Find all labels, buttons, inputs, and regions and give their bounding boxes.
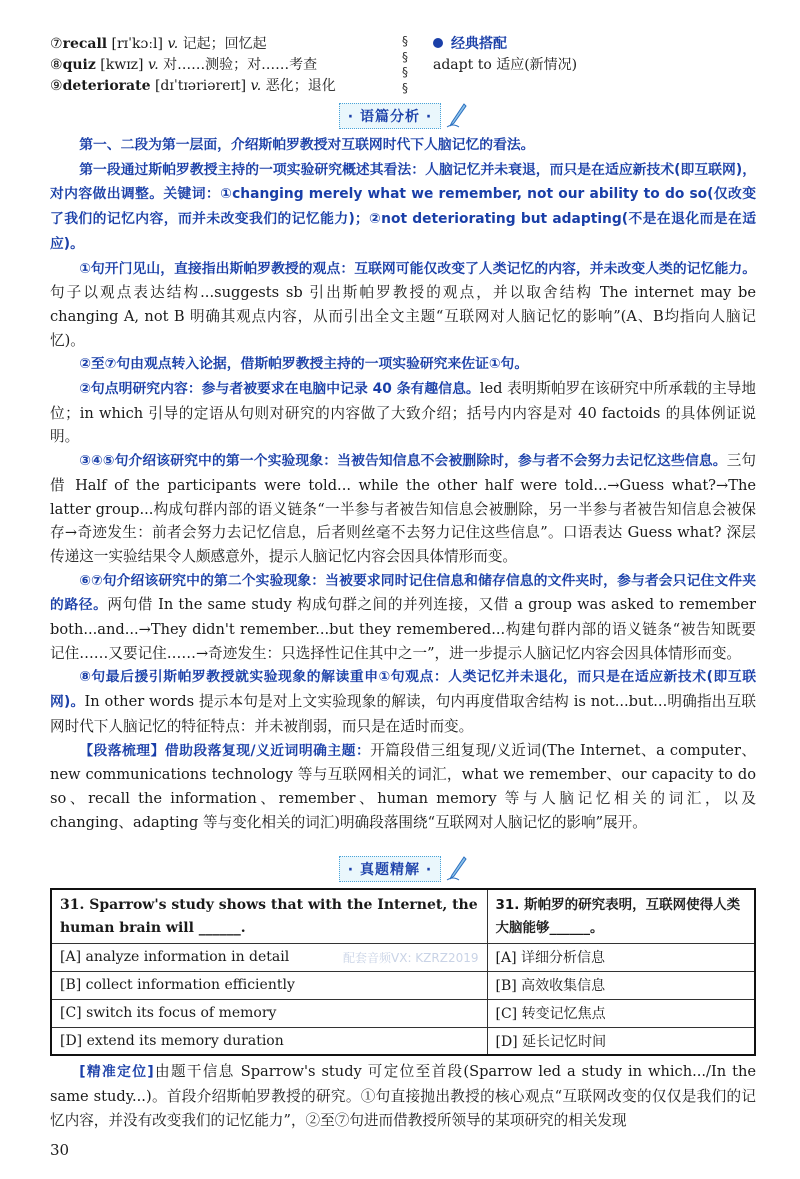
option-en: [A] analyze information in detail: [60, 949, 290, 966]
explanation-text: 开篇段借三组复现/义近词(The Internet、a computer、new communications technology 等与互联网相关的词汇，what we remember、our capacity to do so、recall the information、remember、human memory 等与人脑记忆相关的词汇，以及 changing、adapting 等与变化相关的词汇)明确段落围绕“互联网对人脑记忆的影响”展开。: [50, 741, 756, 831]
vocab-pos: v.: [167, 36, 179, 52]
explanation-text: 句子以观点表达结构...suggests sb 引出斯帕罗教授的观点，并以取舍结构 The internet may be changing A, not B 明确其观点内容，从而引出全文主题“互联网对人脑记忆的影响”(A、B均指向人脑记忆)。: [50, 284, 756, 349]
vocab-number: ⑨: [50, 78, 63, 94]
explanation-text: led 表明斯帕罗在该研究中所承载的主导地位；in which 引导的定语从句则对研究的内容做了大致介绍；括号内内容是对 40 factoids 的具体例证说明。: [50, 380, 756, 446]
paragraph: [50, 449, 756, 569]
vocab-meaning: 恶化；退化: [265, 78, 336, 94]
section-title: · 语篇分析 ·: [339, 103, 441, 129]
vocab-word: recall: [62, 36, 108, 52]
section-header-questions: [50, 854, 756, 884]
collocation-box: [415, 34, 577, 97]
pen-icon: [445, 856, 467, 882]
option-row: [51, 1027, 755, 1055]
option-zh: [D] 延长记忆时间: [487, 1027, 755, 1055]
collocation-heading: 经典搭配: [451, 36, 507, 52]
option-en: [C] switch its focus of memory: [51, 999, 487, 1027]
key-sentence: ①句开门见山，直接指出斯帕罗教授的观点：互联网可能仅改变了人类记忆的内容，并未改变人类的记忆能力。: [79, 260, 756, 277]
vocab-phonetic: [dɪˈtɪəriəreɪt]: [154, 78, 247, 94]
key-sentence: ②至⑦句由观点转入论据，借斯帕罗教授主持的一项实验研究来佐证①句。: [79, 356, 529, 373]
paragraph: [50, 377, 756, 449]
key-sentence: 【段落梳理】借助段落复现/义近词明确主题：: [79, 742, 371, 759]
vocab-pos: v.: [147, 57, 159, 73]
vocab-meaning: 记起；回忆起: [182, 36, 267, 52]
key-sentence: 第一段通过斯帕罗教授主持的一项实验研究概述其看法：人脑记忆并未衰退，而只是在适应新技术(即互联网)，对内容做出调整。关键词：①changing merely what we remember, not our ability to do so(仅改变了我们的记忆内容，而并未改变我们的记忆能力)；②not deteriorating but adapting(不是在退化而是在适应)。: [50, 161, 756, 252]
page-content: [50, 0, 756, 1179]
key-sentence: ②句点明研究内容：参与者被要求在电脑中记录 40 条有趣信息。: [79, 381, 480, 398]
key-sentence: ⑧句最后援引斯帕罗教授就实验现象的解读重申①句观点：人类记忆并未退化，而只是在适应新技术(即互联网)。: [50, 669, 756, 711]
option-row: [51, 971, 755, 999]
vocab-item: [50, 55, 395, 76]
vocab-meaning: 对……测验；对……考查: [163, 57, 318, 73]
paragraph: [50, 739, 756, 835]
option-row: [51, 999, 755, 1027]
bullet-icon: [433, 38, 443, 48]
explanation-text: 三句借 Half of the participants were told... while the other half were told...→Guess what?→The latter group...构成句群内部的语义链条“一半参与者被告知信息会被删除，另一半参与者被告知信息会被保存→奇迹发生：前者会努力去记忆信息，后者则丝毫不去努力记住这些信息”。口语表达 Guess what? 深层传递这一实验结果令人颇感意外，提示人脑记忆内容会因具体情形而变。: [50, 452, 756, 565]
section-header-analysis: [50, 101, 756, 131]
question-table: [50, 888, 756, 1056]
explanation-text: 两句借 In the same study 构成句群之间的并列连接，又借 a group was asked to remember both...and...→They didn't remember...but they remembered...构建句群内部的语义链条“被告知既要记住……又要记住……→奇迹发生：只选择性记住其中之一”，进一步提示人脑记忆内容会因具体情形而变。: [50, 596, 756, 662]
analysis-paragraphs: [50, 133, 756, 834]
wavy-divider: § § § §: [402, 34, 408, 95]
vocab-number: ⑦: [50, 36, 63, 52]
explanation-text: In other words 提示本句是对上文实验现象的解读，句内再度借取舍结构 is not...but...明确指出互联网时代下人脑记忆的特征特点：并未被削弱，而只是在适时而变。: [50, 693, 756, 735]
vocab-section: [50, 34, 756, 97]
option-zh: [C] 转变记忆焦点: [487, 999, 755, 1027]
watermark: 配套音频VX: KZRZ2019: [343, 950, 479, 965]
vocab-phonetic: [rɪˈkɔːl]: [111, 36, 163, 52]
section-title: · 真题精解 ·: [339, 856, 441, 882]
option-zh: [A] 详细分析信息: [487, 943, 755, 971]
vocab-number: ⑧: [50, 57, 63, 73]
vocab-item: [50, 34, 395, 55]
vocab-word: deteriorate: [62, 78, 151, 94]
paragraph: [50, 257, 756, 353]
collocation-item: adapt to 适应(新情况): [433, 57, 578, 73]
vocab-list: [50, 34, 395, 97]
paragraph: [50, 665, 756, 738]
option-row: [51, 943, 755, 971]
key-sentence: ⑥⑦句介绍该研究中的第二个实验现象：当被要求同时记住信息和储存信息的文件夹时，参与者会只记住文件夹的路径。: [50, 572, 756, 614]
paragraph: [50, 352, 756, 377]
vocab-phonetic: [kwɪz]: [100, 57, 144, 73]
paragraph: [50, 569, 756, 666]
option-en: [B] collect information efficiently: [51, 971, 487, 999]
option-en: [D] extend its memory duration: [51, 1027, 487, 1055]
analysis-label: [精准定位]: [79, 1064, 154, 1081]
vocab-pos: v.: [250, 78, 262, 94]
answer-analysis: [50, 1060, 756, 1132]
vocab-item: [50, 76, 395, 97]
option-cell: [51, 943, 487, 971]
analysis-text: 由题干信息 Sparrow's study 可定位至首段(Sparrow led a study in which.../In the same study...)。首段介绍斯帕罗教授的研究。①句直接抛出教授的核心观点“互联网改变的仅仅是我们的记忆内容，并没有改变我们的记忆能力”，②至⑦句进而借教授所领导的某项研究的相关发现: [50, 1063, 756, 1129]
vocab-word: quiz: [62, 57, 96, 73]
paragraph: [50, 133, 756, 158]
option-zh: [B] 高效收集信息: [487, 971, 755, 999]
pen-icon: [445, 103, 467, 129]
paragraph: [50, 158, 756, 257]
key-sentence: ③④⑤句介绍该研究中的第一个实验现象：当被告知信息不会被删除时，参与者不会努力去记忆这些信息。: [79, 453, 727, 470]
key-sentence: 第一、二段为第一层面，介绍斯帕罗教授对互联网时代下人脑记忆的看法。: [79, 137, 535, 153]
question-zh: 31. 斯帕罗的研究表明，互联网使得人类大脑能够______。: [487, 889, 755, 943]
question-en: 31. Sparrow's study shows that with the Internet, the human brain will ______.: [51, 889, 487, 943]
page-number: 30: [50, 1140, 70, 1159]
question-row: [51, 889, 755, 943]
